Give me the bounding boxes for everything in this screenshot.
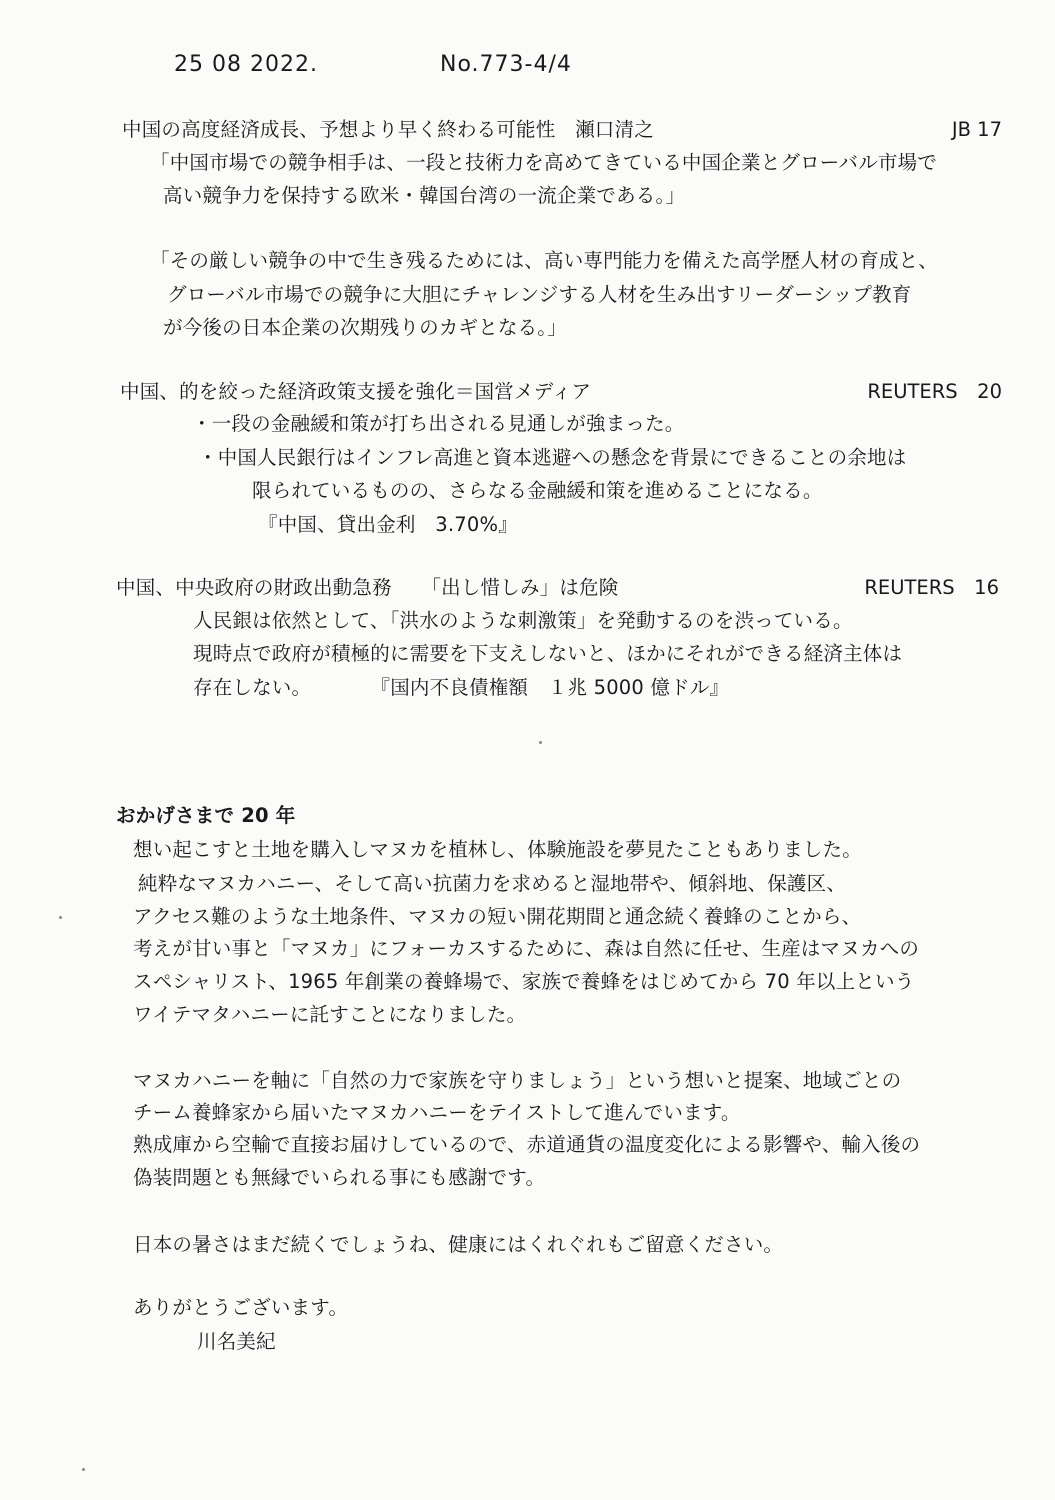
article-1-line-5: が今後の日本企業の次期残りのカギとなる。」 xyxy=(163,316,567,339)
article-3-line-3: 存在しない。 『国内不良債権額 １兆 5000 億ドル』 xyxy=(193,676,730,699)
article-3-line-2: 現時点で政府が積極的に需要を下支えしないと、ほかにそれができる経済主体は xyxy=(193,642,903,665)
note-line-6: ワイテマタハニーに託すことになりました。 xyxy=(133,1003,527,1026)
issue-number: No.773-4/4 xyxy=(440,52,572,77)
article-1-line-3: 「その厳しい競争の中で生き残るためには、高い専門能力を備えた高学歴人材の育成と、 xyxy=(150,249,939,272)
note-line-12: ありがとうございます。 xyxy=(133,1296,349,1319)
article-1-line-4: グローバル市場での競争に大胆にチャレンジする人材を生み出すリーダーシップ教育 xyxy=(167,283,912,306)
article-3-title: 中国、中央政府の財政出動急務 「出し惜しみ」は危険 xyxy=(116,576,619,599)
note-line-8: チーム養蜂家から届いたマヌカハニーをテイストして進んでいます。 xyxy=(133,1101,741,1124)
article-2-line-2: ・中国人民銀行はインフレ高進と資本逃避への懸念を背景にできることの余地は xyxy=(198,446,907,469)
article-1-title: 中国の高度経済成長、予想より早く終わる可能性 瀬口清之 xyxy=(122,118,654,141)
note-line-3: アクセス難のような土地条件、マヌカの短い開花期間と通念続く養蜂のことから、 xyxy=(133,905,862,928)
scan-speck xyxy=(82,1468,85,1471)
signature: 川名美紀 xyxy=(197,1330,276,1353)
article-1-source: JB 17 xyxy=(951,118,1002,141)
note-line-5: スペシャリスト、1965 年創業の養蜂場で、家族で養蜂をはじめてから 70 年以上という xyxy=(133,970,915,993)
article-2-line-4: 『中国、貸出金利 3.70%』 xyxy=(258,513,518,536)
article-1-line-1: 「中国市場での競争相手は、一段と技術力を高めてきている中国企業とグローバル市場で xyxy=(150,151,938,174)
article-3-source: REUTERS 16 xyxy=(864,576,999,599)
article-1-line-2: 高い競争力を保持する欧米・韓国台湾の一流企業である。」 xyxy=(163,184,686,207)
scan-speck xyxy=(59,916,62,919)
article-2-title: 中国、的を絞った経済政策支援を強化＝国営メディア xyxy=(120,380,592,403)
scan-speck xyxy=(539,741,542,744)
note-line-10: 偽装問題とも無縁でいられる事にも感謝です。 xyxy=(133,1166,546,1189)
note-line-7: マヌカハニーを軸に「自然の力で家族を守りましょう」という想いと提案、地域ごとの xyxy=(133,1069,902,1092)
note-line-4: 考えが甘い事と「マヌカ」にフォーカスするために、森は自然に任せ、生産はマヌカへの xyxy=(133,937,920,960)
article-3-line-1: 人民銀は依然として、「洪水のような刺激策」を発動するのを渋っている。 xyxy=(193,609,853,632)
note-line-1: 想い起こすと土地を購入しマヌカを植林し、体験施設を夢見たこともありました。 xyxy=(133,838,862,861)
article-2-source: REUTERS 20 xyxy=(867,380,1002,403)
note-heading: おかげさまで 20 年 xyxy=(116,804,296,827)
note-line-2: 純粋なマヌカハニー、そして高い抗菌力を求めると湿地帯や、傾斜地、保護区、 xyxy=(138,872,847,895)
article-2-line-3: 限られているものの、さらなる金融緩和策を進めることになる。 xyxy=(252,479,823,502)
document-date: 25 08 2022. xyxy=(174,52,318,77)
note-line-11: 日本の暑さはまだ続くでしょうね、健康にはくれぐれもご留意ください。 xyxy=(133,1233,784,1256)
article-2-line-1: ・一段の金融緩和策が打ち出される見通しが強まった。 xyxy=(192,412,685,435)
note-line-9: 熟成庫から空輸で直接お届けしているので、赤道通貨の温度変化による影響や、輸入後の xyxy=(133,1133,921,1156)
